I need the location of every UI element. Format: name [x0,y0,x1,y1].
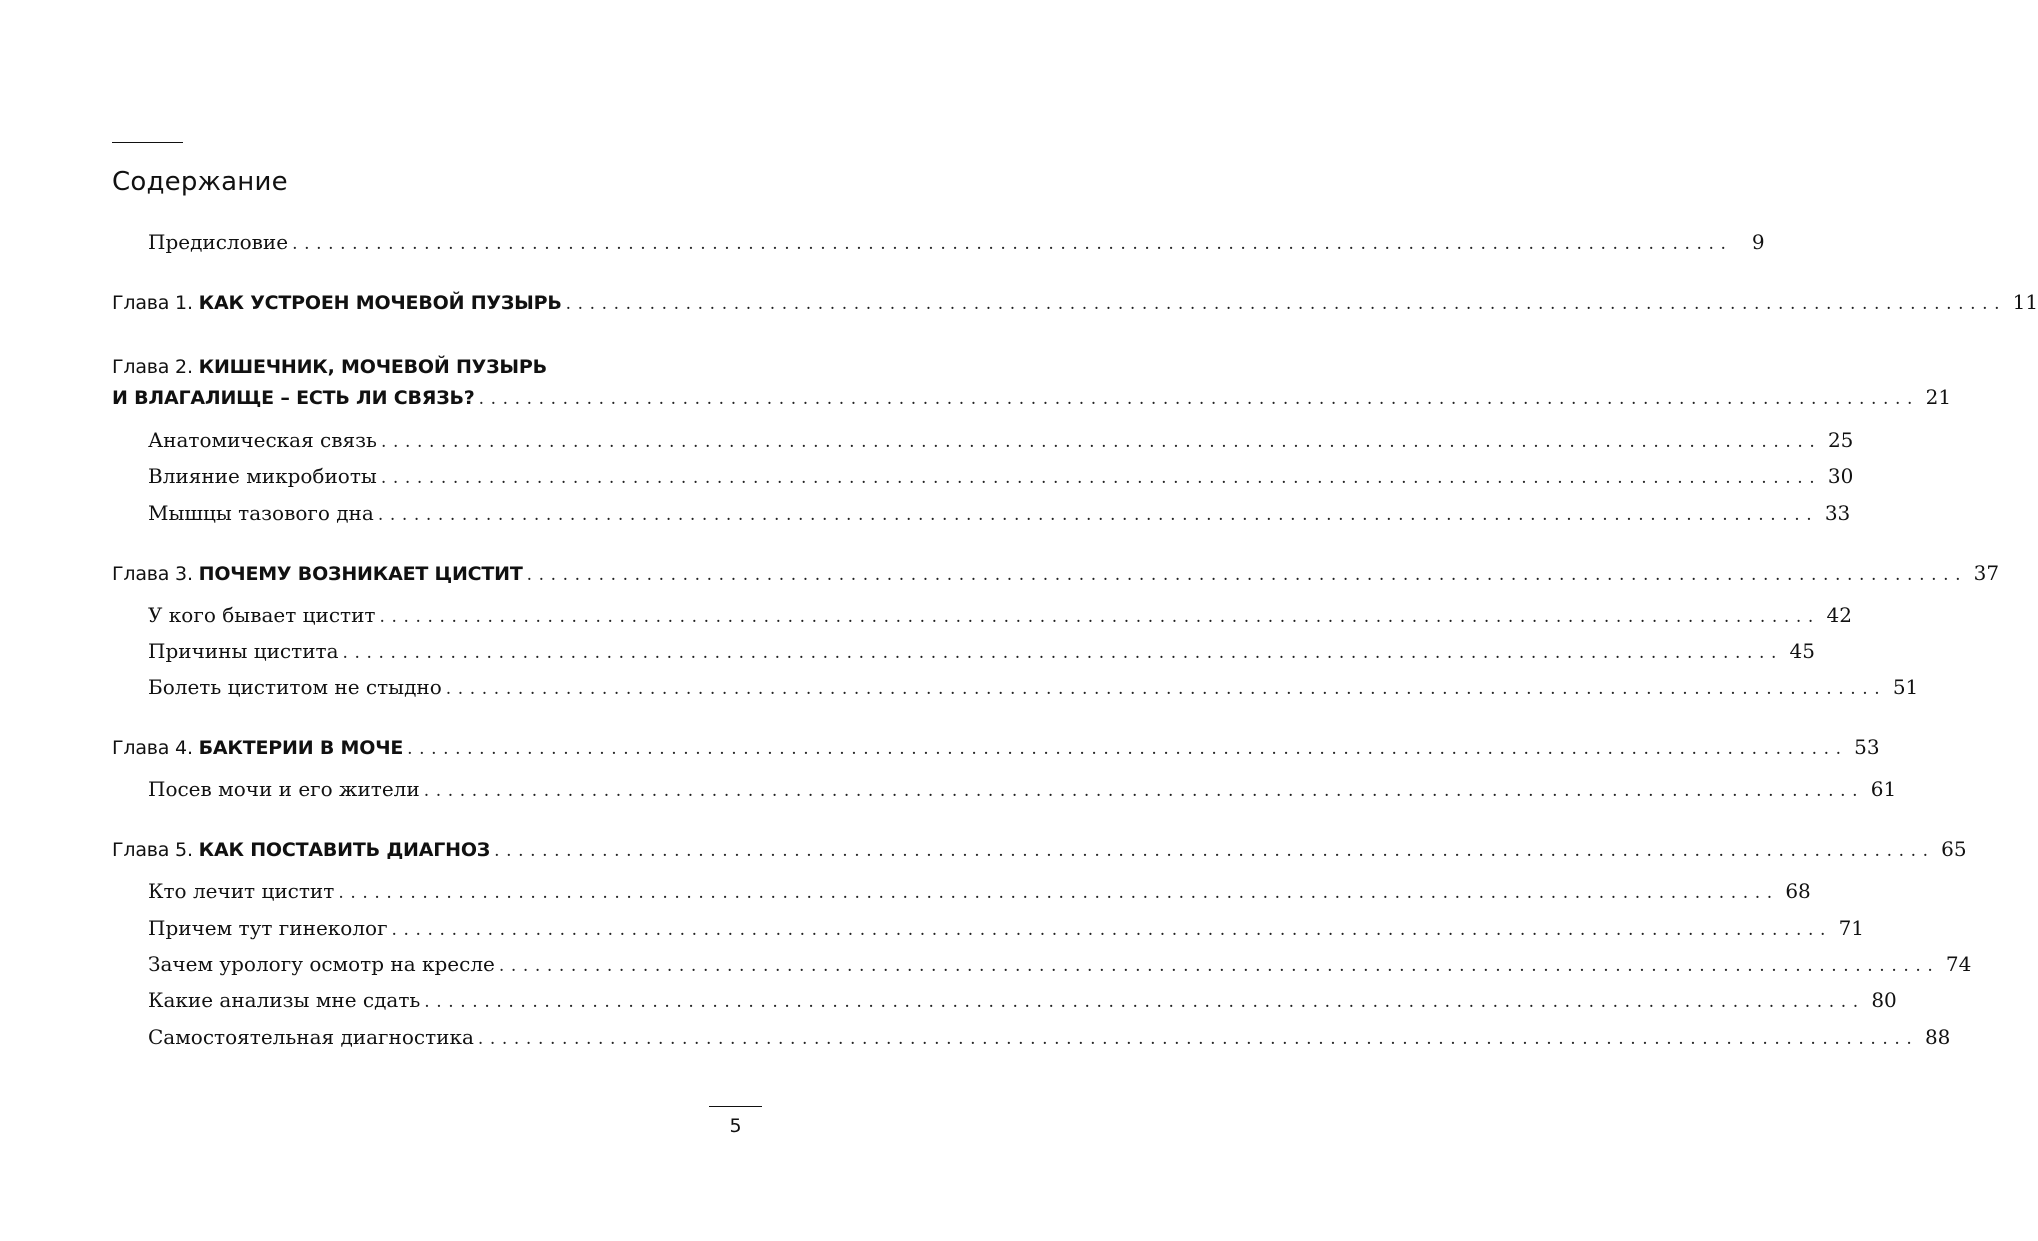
toc-entry-label: Какие анализы мне сдать [148,988,421,1012]
dot-leader: ........................................................................................................................ [379,607,1820,627]
toc-entry-page: 88 [1924,1025,1951,1049]
chapter-title [112,288,562,318]
dot-leader: ........................................................................................................................ [407,739,1848,759]
dot-leader: ........................................................................................................................ [342,643,1783,663]
toc-entry-page: 21 [1925,385,1952,409]
toc-chapter-4[interactable] [112,732,1880,764]
page-number-rule [709,1106,762,1107]
toc-entry-page: 25 [1827,428,1854,452]
toc-entry-label: У кого бывает цистит [148,603,376,627]
toc-entry-page: 74 [1945,952,1972,976]
toc-chapter-1[interactable] [112,287,2038,319]
toc-entry[interactable] [148,601,1852,629]
dot-leader: ........................................................................................................................ [494,841,1935,861]
toc-entry-label: Предисловие [148,230,289,254]
dot-leader: ........................................................................................................................ [423,781,1865,801]
toc-entry-page: 45 [1789,639,1815,663]
page-title: Содержание [112,167,288,197]
toc-entry[interactable] [148,499,1851,527]
toc-entry-preface[interactable] [148,228,1765,256]
toc-entry-label: Причем тут гинеколог [148,916,388,940]
dot-leader: ........................................................................................................................ [380,432,1822,452]
dot-leader: ........................................................................................................................ [477,1029,1919,1049]
toc-entry-page: 30 [1827,464,1854,488]
toc-entry[interactable] [148,462,1854,490]
chapter-name: ПОЧЕМУ ВОЗНИКАЕТ ЦИСТИТ [198,563,523,585]
toc-entry-page: 71 [1838,916,1865,940]
dot-leader: ........................................................................................................................ [445,679,1887,699]
chapter-prefix: Глава 5. [112,839,193,861]
toc-entry-label: Самостоятельная диагностика [148,1025,474,1049]
toc-entry-label: Кто лечит цистит [148,879,335,903]
dot-leader: ........................................................................................................................ [424,992,1865,1012]
toc-entry-label: Посев мочи и его жители [148,777,420,801]
chapter-title [112,835,490,865]
chapter-prefix: Глава 2. [112,356,193,378]
toc-entry-label: Анатомическая связь [148,428,377,452]
toc-entry[interactable] [148,426,1854,454]
toc-entry-label: Причины цистита [148,639,339,663]
toc-entry-page: 68 [1785,879,1811,903]
toc-chapter-2[interactable] [112,352,1952,414]
toc-entry[interactable] [148,1023,1951,1051]
toc-entry-page: 37 [1973,561,2000,585]
dot-leader: ........................................................................................................................ [338,883,1779,903]
toc-entry[interactable] [148,986,1897,1014]
chapter-name: БАКТЕРИИ В МОЧЕ [198,737,404,759]
page-number: 5 [729,1115,742,1137]
chapter-name: КАК ПОСТАВИТЬ ДИАГНОЗ [198,839,491,861]
toc-entry-page: 42 [1826,603,1852,627]
toc-entry[interactable] [148,637,1815,665]
chapter-title-line-2 [112,383,475,413]
toc-entry[interactable] [148,914,1865,942]
toc-entry-page: 65 [1941,837,1967,861]
toc-entry[interactable] [148,877,1811,905]
chapter-prefix: Глава 1. [112,292,193,314]
dot-leader: ........................................................................................................................ [526,565,1968,585]
toc-entry-label: Зачем урологу осмотр на кресле [148,952,495,976]
toc-entry-page: 51 [1892,675,1919,699]
toc-entry-page: 53 [1854,735,1880,759]
chapter-title [112,559,523,589]
dot-leader: ........................................................................................................................ [292,234,1733,254]
dot-leader: ........................................................................................................................ [478,389,1920,409]
chapter-name-part-1: КИШЕЧНИК, МОЧЕВОЙ ПУЗЫРЬ [198,356,547,378]
dot-leader: ........................................................................................................................ [391,920,1833,940]
chapter-name: КАК УСТРОЕН МОЧЕВОЙ ПУЗЫРЬ [198,292,562,314]
toc-entry-page: 61 [1870,777,1897,801]
toc-entry-page: 80 [1871,988,1897,1012]
chapter-prefix: Глава 4. [112,737,193,759]
heading-rule [112,142,183,143]
dot-leader: ........................................................................................................................ [565,294,2007,314]
toc-entry[interactable] [148,775,1897,803]
dot-leader: ........................................................................................................................ [380,468,1822,488]
toc-entry-label: Влияние микробиоты [148,464,377,488]
chapter-title [112,733,403,763]
chapter-prefix: Глава 3. [112,563,193,585]
toc-entry[interactable] [148,673,1919,701]
toc-chapter-5[interactable] [112,834,1967,866]
chapter-title-line-1 [112,352,679,382]
toc-entry[interactable] [148,950,1972,978]
toc-entry-label: Мышцы тазового дна [148,501,374,525]
dot-leader: ........................................................................................................................ [377,505,1819,525]
chapter-name-part-2: И ВЛАГАЛИЩЕ – ЕСТЬ ЛИ СВЯЗЬ? [112,387,475,409]
dot-leader: ........................................................................................................................ [498,956,1940,976]
toc-entry-label: Болеть циститом не стыдно [148,675,442,699]
toc-entry-page: 9 [1751,230,1765,254]
toc-entry-page: 11 [2012,290,2038,314]
toc-chapter-3[interactable] [112,558,2000,590]
toc-entry-page: 33 [1824,501,1851,525]
